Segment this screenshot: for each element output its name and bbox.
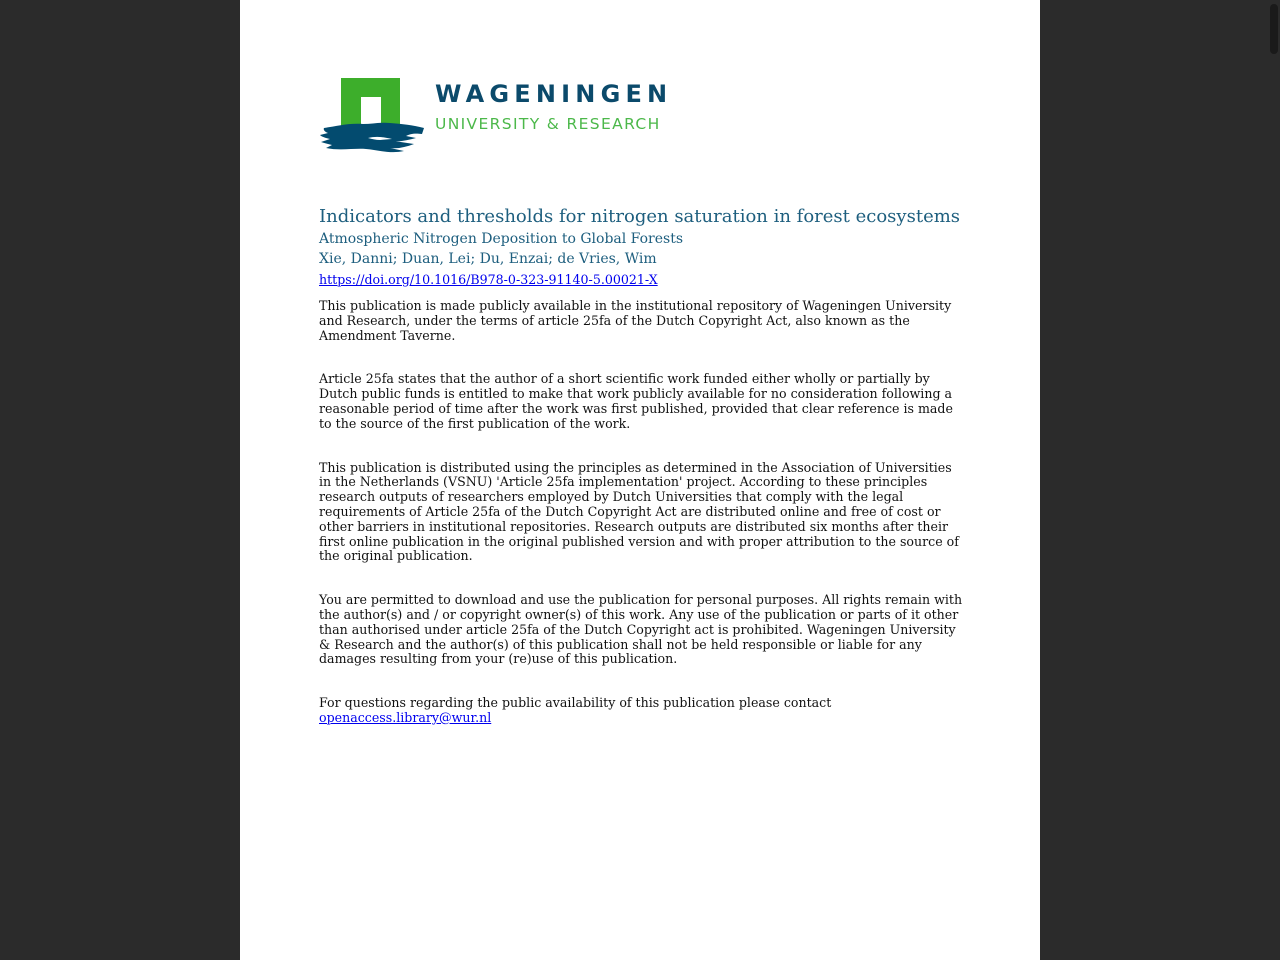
wur-logo-mark-icon	[318, 76, 428, 156]
scrollbar-thumb[interactable]	[1270, 4, 1278, 54]
document-page	[240, 0, 1040, 960]
contact-email-link[interactable]: openaccess.library@wur.nl	[319, 709, 492, 725]
contact-text: For questions regarding the public availability of this publication please contact	[319, 695, 832, 711]
paragraph-repository-notice: This publication is made publicly available in the institutional repository of Wageningen University and Research, under the terms of article 25fa of the Dutch Copyright Act, also known as the Amendment Taverne.	[319, 298, 952, 343]
document-content	[319, 205, 964, 726]
doi-link[interactable]: https://doi.org/10.1016/B978-0-323-91140-5.00021-X	[319, 272, 658, 287]
author-list: Xie, Danni; Duan, Lei; Du, Enzai; de Vries, Wim	[319, 251, 657, 267]
paragraph-article-25fa: Article 25fa states that the author of a short scientific work funded either wholly or partially by Dutch public funds is entitled to make that work publicly available for no consideration following a reasonable period of time after the work was first published, provided that clear reference is made to the source of the first publication of the work.	[319, 371, 953, 431]
book-title: Atmospheric Nitrogen Deposition to Global Forests	[319, 231, 684, 247]
paragraph-contact	[319, 696, 964, 726]
vertical-scrollbar[interactable]	[1264, 0, 1280, 960]
paragraph-usage-rights: You are permitted to download and use the publication for personal purposes. All rights remain with the author(s) and / or copyright owner(s) of this work. Any use of the publication or parts of it other than authorised under article 25fa of the Dutch Copyright act is prohibited. Wageningen University & Research and the author(s) of this publication shall not be held responsible or liable for any damages resulting from your (re)use of this publication.	[319, 592, 963, 667]
document-title: Indicators and thresholds for nitrogen saturation in forest ecosystems	[319, 206, 961, 227]
logo-wordmark: WAGENINGEN	[435, 80, 673, 108]
wur-logo	[318, 76, 718, 156]
paragraph-distribution-principles: This publication is distributed using the principles as determined in the Association of Universities in the Netherlands (VSNU) 'Article 25fa implementation' project. According to these principles research outputs of researchers employed by Dutch Universities that comply with the legal requirements of Article 25fa of the Dutch Copyright Act are distributed online and free of cost or other barriers in institutional repositories. Research outputs are distributed six months after their first online publication in the original published version and with proper attribution to the source of the original publication.	[319, 459, 959, 564]
logo-tagline: UNIVERSITY & RESEARCH	[435, 115, 661, 133]
